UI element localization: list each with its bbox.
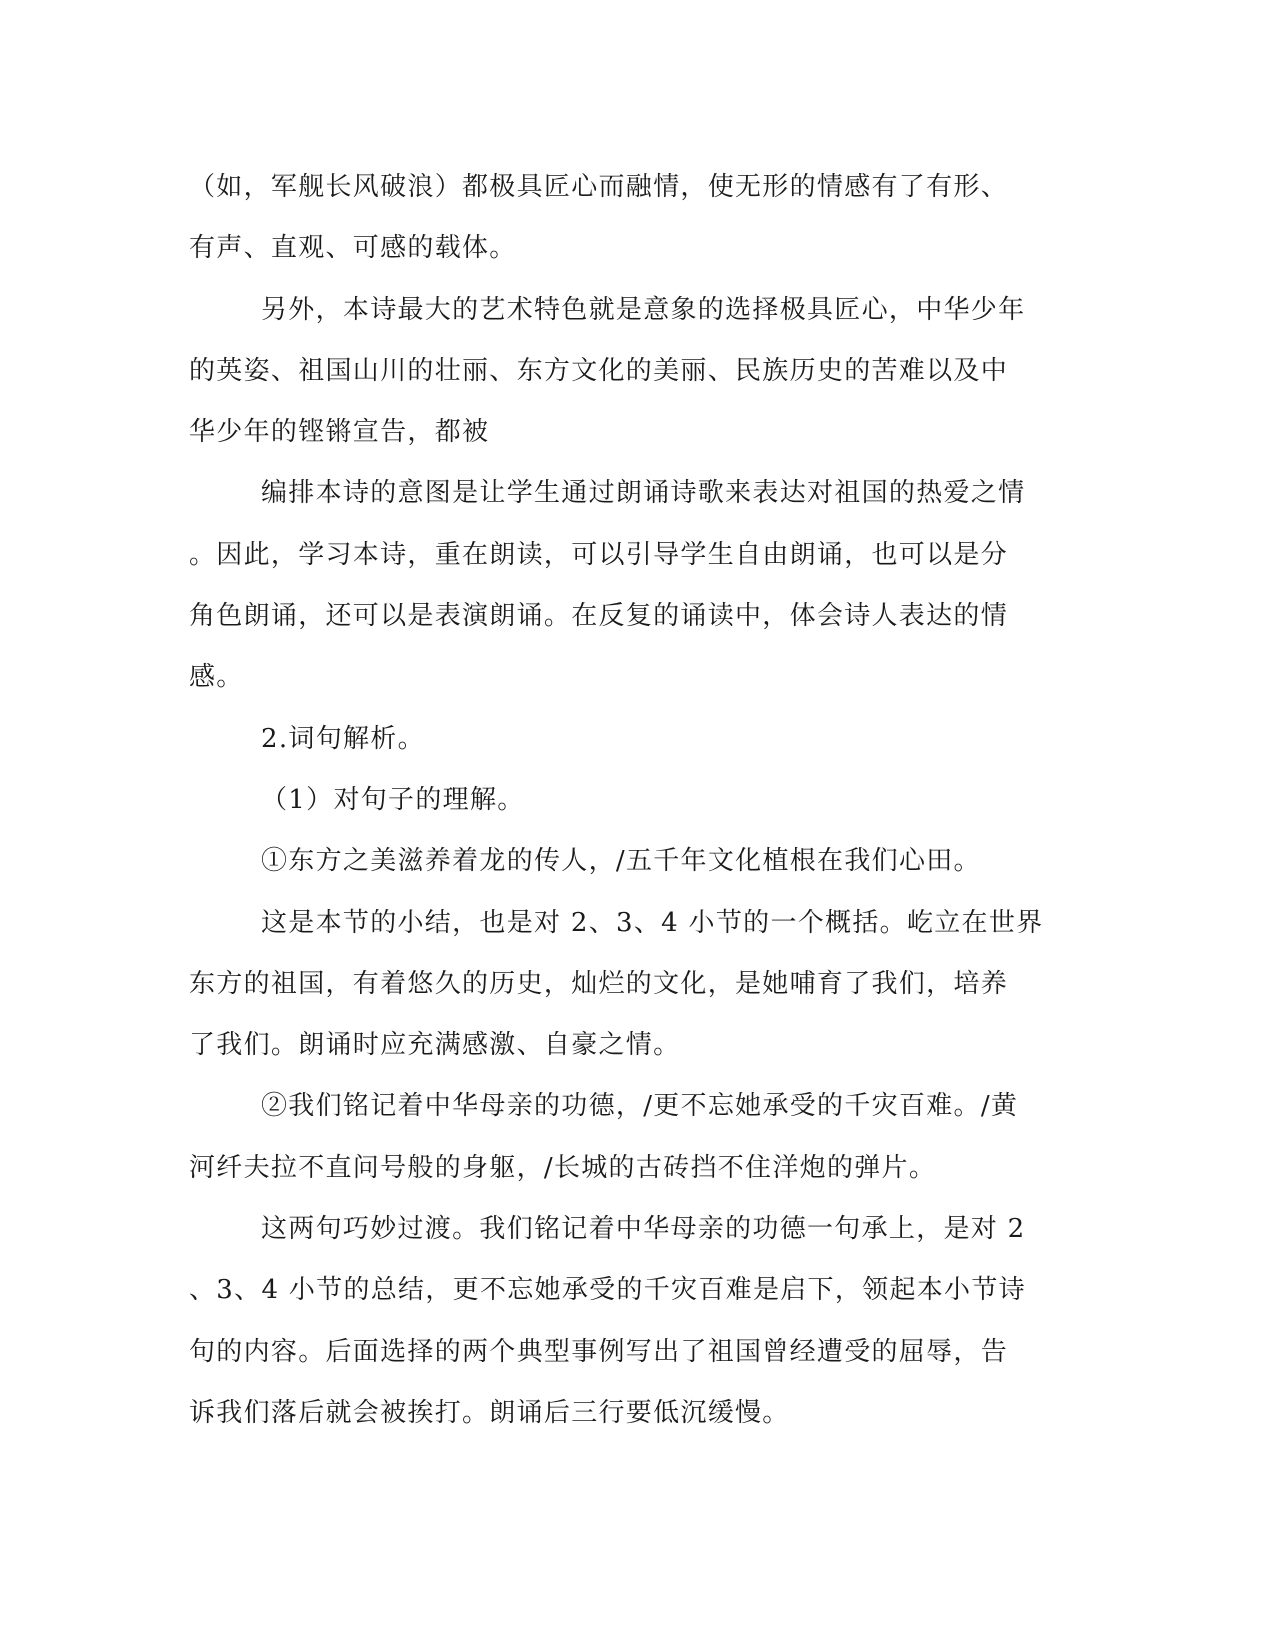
text-line: 这两句巧妙过渡。我们铭记着中华母亲的功德一句承上，是对 2	[261, 1214, 1026, 1245]
subsection-heading: （1）对句子的理解。	[261, 784, 525, 815]
text-line: 句的内容。后面选择的两个典型事例写出了祖国曾经遭受的屈辱，告	[189, 1336, 1009, 1367]
text-line: 东方的祖国，有着悠久的历史，灿烂的文化，是她哺育了我们，培养	[189, 968, 1009, 999]
text-line: 有声、直观、可感的载体。	[189, 233, 517, 264]
text-line: 华少年的铿锵宣告，都被	[189, 417, 490, 448]
text-line: 感。	[189, 662, 244, 693]
text-line: 诉我们落后就会被挨打。朗诵后三行要低沉缓慢。	[189, 1397, 790, 1428]
text-line: 这是本节的小结，也是对 2、3、4 小节的一个概括。屹立在世界	[261, 907, 1044, 938]
text-line: 的英姿、祖国山川的壮丽、东方文化的美丽、民族历史的苦难以及中	[189, 355, 1009, 386]
text-line: 编排本诗的意图是让学生通过朗诵诗歌来表达对祖国的热爱之情	[261, 478, 1026, 509]
text-line: 另外，本诗最大的艺术特色就是意象的选择极具匠心，中华少年	[261, 294, 1026, 325]
text-line: 。因此，学习本诗，重在朗读，可以引导学生自由朗诵，也可以是分	[189, 539, 1009, 570]
section-heading: 2.词句解析。	[261, 723, 425, 754]
text-line: 了我们。朗诵时应充满感激、自豪之情。	[189, 1030, 681, 1061]
quoted-verse: ①东方之美滋养着龙的传人，/五千年文化植根在我们心田。	[261, 846, 981, 877]
quoted-verse: ②我们铭记着中华母亲的功德，/更不忘她承受的千灾百难。/黄	[261, 1091, 1019, 1122]
quoted-verse: 河纤夫拉不直问号般的身躯，/长城的古砖挡不住洋炮的弹片。	[189, 1152, 937, 1183]
text-line: （如，军舰长风破浪）都极具匠心而融情，使无形的情感有了有形、	[189, 172, 1009, 202]
text-line: 、3、4 小节的总结，更不忘她承受的千灾百难是启下，领起本小节诗	[189, 1275, 1026, 1306]
text-line: 角色朗诵，还可以是表演朗诵。在反复的诵读中，体会诗人表达的情	[189, 601, 1009, 632]
document-body	[189, 157, 1069, 1444]
